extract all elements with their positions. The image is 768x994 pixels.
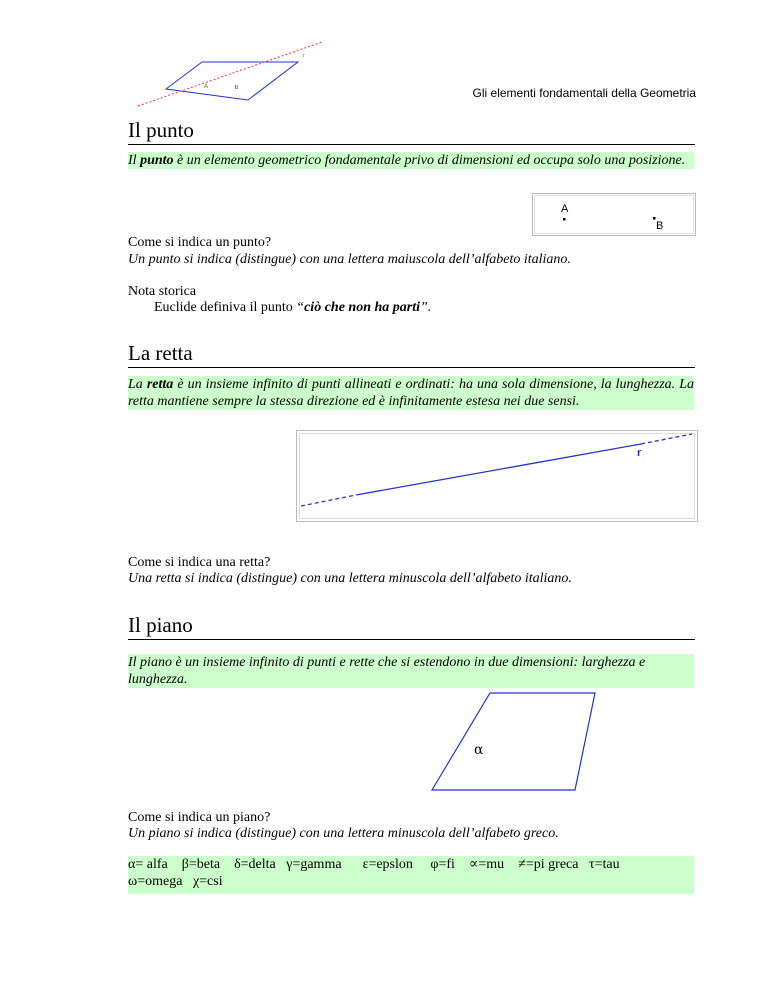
- heading-piano: Il piano: [128, 612, 695, 640]
- greek-item: τ=tau: [588, 857, 620, 872]
- definition-retta: La retta è un insieme infinito di punti allineati e ordinati: ha una sola dimensione, la lunghezza. La retta mantiene sempre la stessa direzione ed è infinitamente estesa nei due sensi.: [128, 377, 694, 409]
- line-label-r: r: [637, 447, 642, 459]
- point-a-dot: [563, 218, 566, 221]
- greek-item: ∝=mu: [468, 857, 505, 872]
- question-retta: Come si indica una retta?: [128, 555, 271, 570]
- logo-label-a: A: [204, 84, 209, 90]
- greek-item: φ=fi: [430, 857, 455, 872]
- question-punto: Come si indica un punto?: [128, 235, 272, 250]
- definition-punto: Il punto è un elemento geometrico fondamentale privo di dimensioni ed occupa solo una posizione.: [128, 152, 694, 169]
- note-quote: ciò che non ha parti: [304, 300, 420, 315]
- heading-retta: La retta: [128, 340, 695, 368]
- greek-item: χ=csi: [192, 874, 223, 889]
- document-title: Gli elementi fondamentali della Geometria: [472, 86, 696, 100]
- figure-points: [532, 193, 696, 236]
- logo-label-b: b: [235, 85, 239, 91]
- greek-item: δ=delta: [234, 857, 276, 872]
- figure-plane: [428, 690, 598, 794]
- greek-item: γ=gamma: [286, 857, 342, 872]
- plane-label-alpha: α: [474, 742, 484, 758]
- logo-plane: [166, 62, 298, 100]
- heading-punto: Il punto: [128, 117, 695, 145]
- question-piano: Come si indica un piano?: [128, 810, 271, 825]
- header-logo-figure: [130, 38, 330, 110]
- greek-item: ω=omega: [128, 874, 183, 889]
- greek-alphabet-box: [128, 856, 694, 894]
- logo-line: [138, 42, 322, 106]
- greek-item: ≠=pi greca: [518, 857, 579, 872]
- note-text: Euclide definiva il punto “ciò che non ha parti”.: [154, 300, 432, 315]
- term-punto: punto: [140, 153, 174, 168]
- point-label-a: A: [561, 203, 569, 215]
- greek-line-2: [128, 873, 694, 890]
- term-retta: retta: [146, 377, 174, 392]
- answer-piano: Un piano si indica (distingue) con una lettera minuscola dell’alfabeto greco.: [128, 826, 559, 841]
- greek-line-1: [128, 856, 694, 873]
- greek-item: α= alfa: [128, 857, 168, 872]
- answer-retta: Una retta si indica (distingue) con una lettera minuscola dell’alfabeto italiano.: [128, 571, 572, 586]
- greek-item: β=beta: [181, 857, 221, 872]
- greek-item: ε=epslon: [362, 857, 413, 872]
- note-title: Nota storica: [128, 284, 197, 299]
- definition-piano: Il piano è un insieme infinito di punti e rette che si estendono in due dimensioni: larghezza e lunghezza.: [128, 654, 694, 688]
- answer-punto: Un punto si indica (distingue) con una lettera maiuscola dell’alfabeto italiano.: [128, 252, 571, 267]
- point-label-b: B: [656, 220, 664, 232]
- figure-line: [296, 430, 698, 522]
- logo-label-r: r: [303, 53, 305, 59]
- plane-parallelogram: [432, 693, 595, 790]
